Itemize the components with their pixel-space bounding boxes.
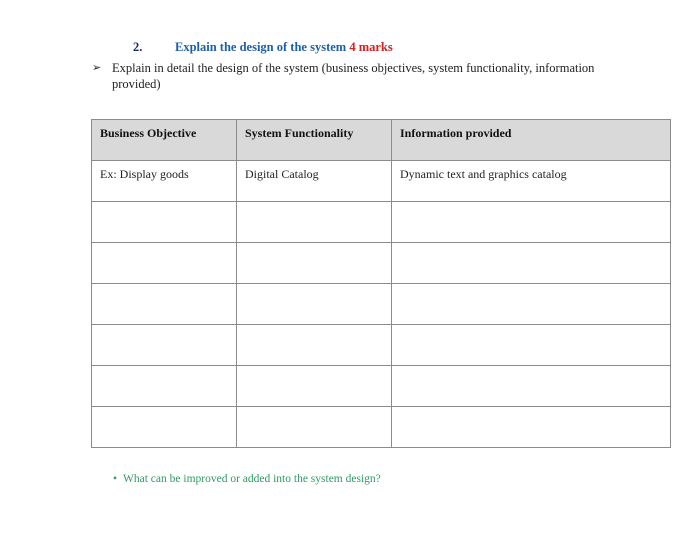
table-row	[92, 202, 671, 243]
header-system-functionality: System Functionality	[237, 120, 392, 161]
table-row	[92, 325, 671, 366]
table-cell[interactable]	[392, 407, 671, 448]
table-cell[interactable]	[392, 366, 671, 407]
table-cell[interactable]	[237, 325, 392, 366]
table-cell[interactable]	[237, 202, 392, 243]
bullet-dot-icon: •	[113, 473, 118, 485]
table-cell[interactable]	[92, 407, 237, 448]
table-cell[interactable]	[237, 284, 392, 325]
table-row	[92, 366, 671, 407]
table-cell[interactable]	[392, 284, 671, 325]
header-business-objective: Business Objective	[92, 120, 237, 161]
table-cell[interactable]	[392, 325, 671, 366]
table-cell[interactable]: Ex: Display goods	[92, 161, 237, 202]
table-cell[interactable]	[392, 243, 671, 284]
table-cell[interactable]	[392, 202, 671, 243]
instruction	[92, 60, 632, 92]
question-text: What can be improved or added into the system design?	[123, 473, 381, 485]
table-header-row	[92, 120, 671, 161]
table-row	[92, 407, 671, 448]
table-cell[interactable]	[237, 407, 392, 448]
table-cell[interactable]	[92, 366, 237, 407]
section-marks: 4 marks	[349, 40, 393, 54]
table-row	[92, 284, 671, 325]
arrow-bullet-icon: ➢	[92, 62, 102, 74]
section-number: 2.	[133, 40, 143, 54]
table-row	[92, 161, 671, 202]
table-cell[interactable]	[92, 243, 237, 284]
follow-up-question	[113, 473, 381, 485]
table-cell[interactable]: Digital Catalog	[237, 161, 392, 202]
instruction-text: Explain in detail the design of the system (business objectives, system functionality, information provided)	[112, 61, 595, 91]
table-cell[interactable]	[92, 325, 237, 366]
table-cell[interactable]: Dynamic text and graphics catalog	[392, 161, 671, 202]
table-cell[interactable]	[92, 202, 237, 243]
table-cell[interactable]	[237, 366, 392, 407]
design-table	[91, 119, 671, 448]
section-heading	[133, 40, 393, 55]
table-row	[92, 243, 671, 284]
table-cell[interactable]	[92, 284, 237, 325]
header-information-provided: Information provided	[392, 120, 671, 161]
table-cell[interactable]	[237, 243, 392, 284]
section-title: Explain the design of the system	[175, 40, 347, 54]
